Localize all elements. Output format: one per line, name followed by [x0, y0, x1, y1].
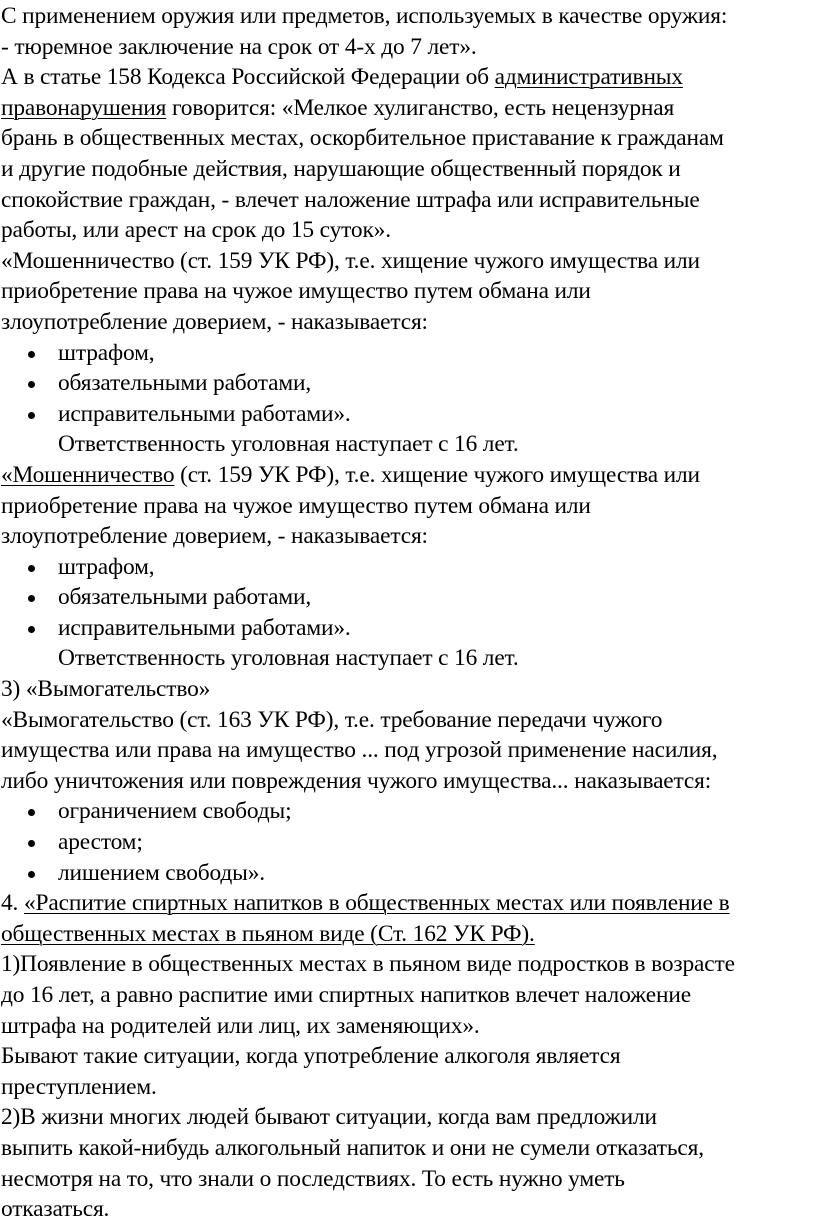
text-line: злоупотребление доверием, - наказывается:: [1, 308, 428, 335]
section-heading: [1, 888, 816, 919]
list-item-text: штрафом,: [58, 553, 155, 580]
bullet-icon: [28, 381, 35, 388]
text-line: имущества или права на имущество ... под угрозой применение насилия,: [1, 737, 718, 764]
list-item-text: лишением свободы».: [58, 859, 265, 886]
bullet-icon: [28, 840, 35, 847]
underlined-link[interactable]: «Мошенничество: [1, 461, 175, 488]
text-line: [1, 93, 816, 124]
list-item: [1, 613, 816, 644]
text-line: приобретение права на чужое имущество путем обмана или: [1, 492, 591, 519]
list-item: [1, 552, 816, 583]
underlined-link[interactable]: правонарушения: [1, 94, 167, 121]
bullet-icon: [28, 626, 35, 633]
list-item-text: штрафом,: [58, 339, 155, 366]
text-line: [1, 62, 816, 93]
section-heading: 3) «Вымогательство»: [1, 676, 211, 703]
text-span: говорится: «Мелкое хулиганство, есть нецензурная: [166, 94, 675, 121]
underlined-link[interactable]: административных: [494, 64, 683, 91]
text-line: либо уничтожения или повреждения чужого имущества... наказывается:: [1, 767, 712, 794]
section-number: 4.: [1, 890, 24, 917]
bullet-list: [1, 338, 816, 430]
list-item-text: обязательными работами,: [58, 370, 312, 397]
bullet-icon: [28, 351, 35, 358]
bullet-list: [1, 552, 816, 644]
text-line: преступлением.: [1, 1073, 157, 1100]
underlined-link[interactable]: общественных местах в пьяном виде (Ст. 162 УК РФ).: [1, 920, 535, 947]
text-line: отказаться.: [1, 1196, 110, 1223]
bullet-icon: [28, 871, 35, 878]
text-line: 1)Появление в общественных местах в пьяном виде подростков в возрасте: [1, 951, 735, 978]
text-line: работы, или арест на срок до 15 суток».: [1, 217, 391, 244]
text-line: С применением оружия или предметов, используемых в качестве оружия:: [1, 3, 728, 29]
list-item: [1, 368, 816, 399]
responsibility-note: Ответственность уголовная наступает с 16 лет.: [58, 431, 519, 458]
list-item: [1, 827, 816, 858]
list-item-text: исправительными работами».: [58, 614, 351, 641]
text-line: «Мошенничество (ст. 159 УК РФ), т.е. хищение чужого имущества или: [1, 247, 700, 274]
text-span: (ст. 159 УК РФ), т.е. хищение чужого имущества или: [174, 461, 700, 488]
text-line: до 16 лет, а равно распитие ими спиртных напитков влечет наложение: [1, 982, 691, 1008]
list-item-text: ограничением свободы;: [58, 798, 292, 825]
text-line: несмотря на то, что знали о последствиях. То есть нужно уметь: [1, 1165, 625, 1192]
bullet-list: [1, 796, 816, 888]
list-item-text: обязательными работами,: [58, 584, 312, 611]
list-item: [1, 582, 816, 613]
underlined-link[interactable]: «Распитие спиртных напитков в общественных местах или появление в: [23, 890, 730, 917]
text-line: приобретение права на чужое имущество путем обмана или: [1, 278, 591, 305]
text-line: - тюремное заключение на срок от 4-х до 7 лет».: [1, 33, 477, 60]
text-line: злоупотребление доверием, - наказывается:: [1, 523, 428, 550]
list-item-text: исправительными работами».: [58, 400, 351, 427]
text-line: спокойствие граждан, - влечет наложение штрафа или исправительные: [1, 186, 700, 213]
text-line: выпить какой-нибудь алкогольный напиток и они не сумели отказаться,: [1, 1134, 704, 1161]
bullet-icon: [28, 412, 35, 419]
list-item: [1, 796, 816, 827]
list-item: [1, 399, 816, 430]
text-line: штрафа на родителей или лиц, их заменяющих».: [1, 1012, 480, 1039]
responsibility-note: Ответственность уголовная наступает с 16 лет.: [58, 645, 519, 672]
text-line: брань в общественных местах, оскорбительное приставание к гражданам: [1, 125, 724, 152]
bullet-icon: [28, 809, 35, 816]
bullet-icon: [28, 565, 35, 572]
text-line: [1, 919, 816, 950]
bullet-icon: [28, 595, 35, 602]
text-line: Бывают такие ситуации, когда употребление алкоголя является: [1, 1043, 621, 1070]
text-line: 2)В жизни многих людей бывают ситуации, когда вам предложили: [1, 1104, 657, 1131]
text-span: А в статье 158 Кодекса Российской Федерации об: [1, 64, 495, 91]
text-line: и другие подобные действия, нарушающие общественный порядок и: [1, 155, 681, 182]
list-item-text: арестом;: [58, 829, 143, 856]
list-item: [1, 338, 816, 369]
list-item: [1, 858, 816, 889]
text-line: «Вымогательство (ст. 163 УК РФ), т.е. требование передачи чужого: [1, 706, 663, 733]
text-line: [1, 460, 816, 491]
